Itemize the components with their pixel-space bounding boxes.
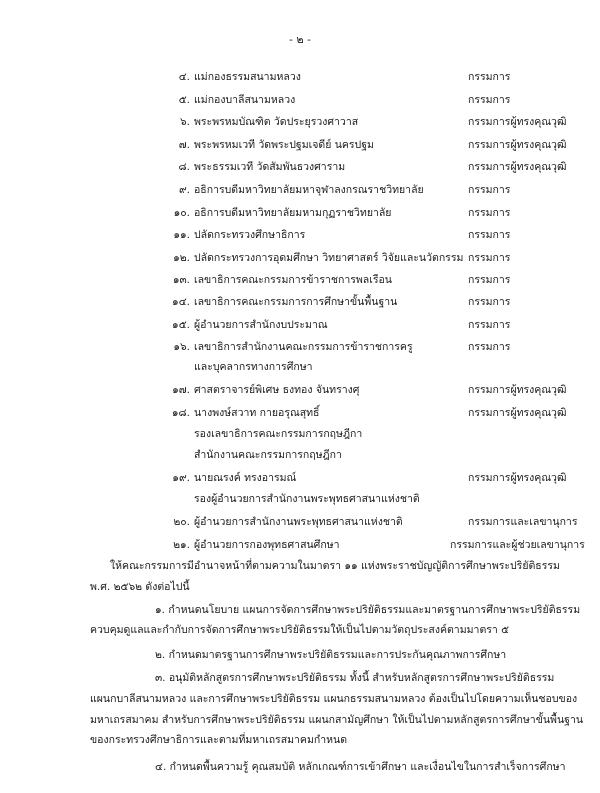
- member-row: [0, 249, 600, 269]
- member-row: [0, 158, 600, 178]
- member-name: เลขาธิการคณะกรรมการข้าราชการพลเรือน: [194, 274, 392, 286]
- member-name: อธิการบดีมหาวิทยาลัยมหามกุฏราชวิทยาลัย: [194, 207, 392, 219]
- member-number: ๑๕.: [172, 319, 190, 331]
- member-number: ๘.: [178, 161, 190, 173]
- member-name: ปลัดกระทรวงศึกษาธิการ: [194, 229, 306, 241]
- member-role: กรรมการ: [468, 296, 511, 308]
- member-number: ๖.: [179, 116, 190, 128]
- member-role: กรรมการ: [468, 274, 511, 286]
- member-number: ๕.: [178, 94, 190, 106]
- member-role: กรรมการผู้ทรงคุณวุฒิ: [468, 472, 567, 484]
- member-number: ๗.: [178, 139, 190, 151]
- member-role: กรรมการและเลขานุการ: [468, 516, 578, 528]
- member-row: [0, 181, 600, 201]
- duty-item: ๓. อนุมัติหลักสูตรการศึกษาพระปริยัติธรรม ทั้งนี้ สำหรับหลักสูตรการศึกษาพระปริยัติธรรม: [155, 672, 555, 684]
- member-role: กรรมการ: [468, 319, 511, 331]
- duties-intro-line: ให้คณะกรรมการมีอำนาจหน้าที่ตามความในมาตรา ๑๑ แห่งพระราชบัญญัติการศึกษาพระปริยัติธรรม: [110, 560, 560, 572]
- member-name: แม่กองบาลีสนามหลวง: [194, 94, 296, 106]
- member-name: ปลัดกระทรวงการอุดมศึกษา วิทยาศาสตร์ วิจัยและนวัตกรรม: [194, 252, 464, 264]
- member-row: [0, 316, 600, 336]
- member-number: ๑๔.: [172, 296, 190, 308]
- member-name-continuation: รองเลขาธิการคณะกรรมการกฤษฎีกา: [194, 428, 363, 440]
- member-row: [0, 338, 600, 358]
- member-row: [0, 404, 600, 424]
- member-name: พระธรรมเวที วัดสัมพันธวงศาราม: [194, 161, 346, 173]
- member-role: กรรมการ: [468, 207, 511, 219]
- member-number: ๑๗.: [172, 384, 190, 396]
- member-number: ๑๑.: [173, 229, 190, 241]
- member-name: นางพงษ์สวาท กายอรุณสุทธิ์: [194, 407, 320, 419]
- member-name: ผู้อำนวยการสำนักงบประมาณ: [194, 319, 328, 331]
- member-name: แม่กองธรรมสนามหลวง: [194, 71, 301, 83]
- member-role: กรรมการผู้ทรงคุณวุฒิ: [468, 407, 567, 419]
- member-number: ๑๒.: [173, 252, 190, 264]
- duty-item: ๔. กำหนดพื้นความรู้ คุณสมบัติ หลักเกณฑ์การเข้าศึกษา และเงื่อนไขในการสำเร็จการศึกษา: [155, 761, 566, 773]
- member-row-continuation: [0, 490, 600, 510]
- duty-item-continuation: ควบคุมดูแลและกำกับการจัดการศึกษาพระปริยัติธรรมให้เป็นไปตามวัตถุประสงค์ตามมาตรา ๕: [90, 624, 510, 636]
- duty-item-continuation: แผนกบาลีสนามหลวง และการศึกษาพระปริยัติธรรม แผนกธรรมสนามหลวง ต้องเป็นไปโดยความเห็นชอบของ: [90, 693, 578, 705]
- member-row: [0, 381, 600, 401]
- member-name: ผู้อำนวยการกองพุทธศาสนศึกษา: [194, 539, 340, 551]
- member-number: ๑๙.: [172, 472, 190, 484]
- member-row: [0, 226, 600, 246]
- member-row: [0, 91, 600, 111]
- member-role: กรรมการ: [468, 94, 511, 106]
- member-name: ผู้อำนวยการสำนักงานพระพุทธศาสนาแห่งชาติ: [194, 516, 403, 528]
- member-number: ๑๘.: [171, 407, 190, 419]
- member-name-continuation: และบุคลากรทางการศึกษา: [194, 361, 313, 373]
- page-number: - ๒ -: [289, 33, 311, 46]
- member-number: ๒๐.: [173, 516, 190, 528]
- member-role: กรรมการ: [468, 341, 511, 353]
- duty-item: ๒. กำหนดมาตรฐานการศึกษาพระปริยัติธรรมและการประกันคุณภาพการศึกษา: [155, 649, 507, 661]
- duty-item-continuation: ของกระทรวงศึกษาธิการและตามที่มหาเถรสมาคมกำหนด: [90, 734, 348, 746]
- member-name: นายณรงค์ ทรงอารมณ์: [194, 472, 297, 484]
- member-role: กรรมการและผู้ช่วยเลขานุการ: [450, 539, 585, 551]
- member-row: [0, 271, 600, 291]
- member-number: ๒๑.: [173, 539, 190, 551]
- member-row: [0, 536, 600, 556]
- member-role: กรรมการ: [468, 71, 511, 83]
- member-row: [0, 293, 600, 313]
- duties-intro-line: พ.ศ. ๒๕๖๒ ดังต่อไปนี้: [90, 581, 190, 593]
- member-name-continuation: รองผู้อำนวยการสำนักงานพระพุทธศาสนาแห่งชาติ: [194, 493, 420, 505]
- member-role: กรรมการผู้ทรงคุณวุฒิ: [468, 161, 567, 173]
- member-role: กรรมการผู้ทรงคุณวุฒิ: [468, 139, 567, 151]
- member-row: [0, 204, 600, 224]
- member-number: ๙.: [178, 184, 190, 196]
- member-role: กรรมการ: [468, 229, 511, 241]
- member-role: กรรมการผู้ทรงคุณวุฒิ: [468, 116, 567, 128]
- member-role: กรรมการ: [468, 184, 511, 196]
- member-number: ๑๐.: [173, 207, 190, 219]
- member-name: พระพรหมเวที วัดพระปฐมเจดีย์ นครปฐม: [194, 139, 374, 151]
- duty-item-continuation: มหาเถรสมาคม สำหรับการศึกษาพระปริยัติธรรม แผนกสามัญศึกษา ให้เป็นไปตามหลักสูตรการศึกษาขั้นพื้นฐาน: [90, 714, 584, 726]
- member-row: [0, 113, 600, 133]
- duty-item: ๑. กำหนดนโยบาย แผนการจัดการศึกษาพระปริยัติธรรมและมาตรฐานการศึกษาพระปริยัติธรรม: [155, 604, 581, 616]
- member-row-continuation: [0, 425, 600, 445]
- member-name: อธิการบดีมหาวิทยาลัยมหาจุฬาลงกรณราชวิทยาลัย: [194, 184, 424, 196]
- member-number: ๑๓.: [172, 274, 190, 286]
- member-row: [0, 136, 600, 156]
- member-row-continuation: [0, 358, 600, 378]
- member-name: ศาสตราจารย์พิเศษ ธงทอง จันทรางศุ: [194, 384, 360, 396]
- member-name: เลขาธิการสำนักงานคณะกรรมการข้าราชการครู: [194, 341, 413, 353]
- member-name: พระพรหมบัณฑิต วัดประยุรวงศาวาส: [194, 116, 359, 128]
- member-row: [0, 469, 600, 489]
- member-role: กรรมการ: [468, 252, 511, 264]
- member-name: เลขาธิการคณะกรรมการการศึกษาขั้นพื้นฐาน: [194, 296, 398, 308]
- member-name-continuation: สำนักงานคณะกรรมการกฤษฎีกา: [194, 449, 342, 461]
- member-row-continuation: [0, 446, 600, 466]
- member-row: [0, 513, 600, 533]
- member-number: ๑๖.: [173, 341, 190, 353]
- member-role: กรรมการผู้ทรงคุณวุฒิ: [468, 384, 567, 396]
- member-number: ๔.: [178, 71, 190, 83]
- member-row: [0, 68, 600, 88]
